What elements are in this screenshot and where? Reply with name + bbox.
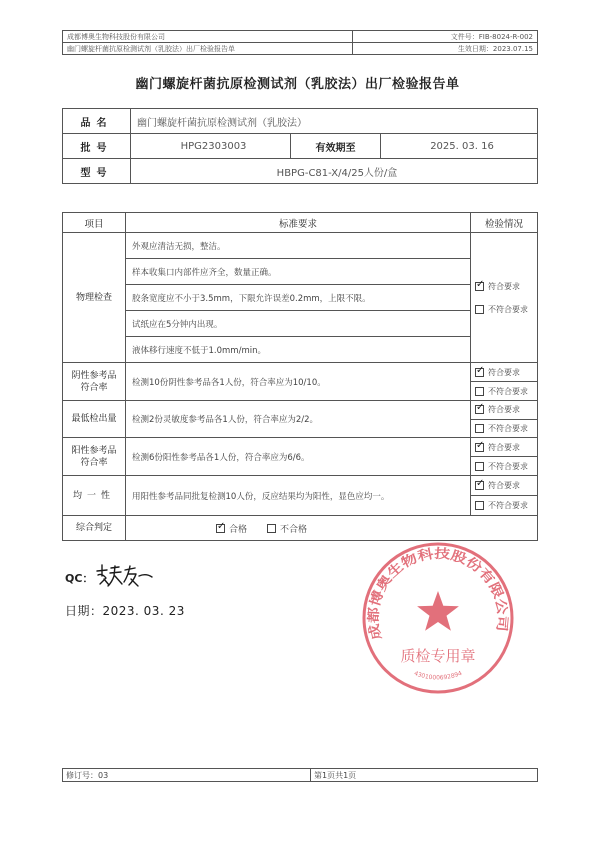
product-info-table: [62, 108, 538, 184]
standard-uniformity: 用阳性参考品同批复检测10人份，反应结果均为阳性，显色应均一。: [126, 476, 471, 516]
company-name: 成都博奥生物科技股份有限公司: [63, 31, 353, 43]
expiry-label: 有效期至: [291, 134, 381, 159]
result-options: [471, 281, 537, 315]
option-fail: [471, 495, 537, 515]
model-value: HBPG-C81-X/4/25人份/盒: [131, 159, 538, 184]
qc-label: QC：: [65, 572, 94, 585]
option-pass: [471, 363, 537, 381]
result-lod: [471, 401, 538, 438]
inspection-header-row: [63, 213, 538, 233]
option-pass-label: 符合要求: [488, 281, 520, 291]
option-fail: [475, 304, 537, 315]
checkbox-fail: [475, 424, 484, 433]
result-options: [471, 476, 537, 515]
effective-date: 生效日期：2023.07.15: [353, 43, 538, 55]
table-row: [63, 337, 538, 363]
product-name-label: 品名: [63, 109, 131, 134]
option-pass: [471, 438, 537, 456]
model-label: 型号: [63, 159, 131, 184]
checkbox-unqualified: [267, 524, 276, 533]
standard-physical-4: 试纸应在5分钟内出现。: [126, 311, 471, 337]
standard-negative: 检测10份阴性参考品各1人份，符合率应为10/10。: [126, 363, 471, 401]
inspection-table: [62, 212, 538, 541]
checkbox-pass: [475, 368, 484, 377]
option-pass-label: 符合要求: [488, 367, 520, 377]
option-pass: [471, 476, 537, 495]
checkbox-qualified: [216, 524, 225, 533]
form-name: 幽门螺旋杆菌抗原检测试剂（乳胶法）出厂检验报告单: [63, 43, 353, 55]
document-header-table: [62, 30, 538, 55]
seal-star-icon: [417, 591, 459, 631]
item-positive: 阳性参考品符合率: [63, 438, 126, 476]
report-title: 幽门螺旋杆菌抗原检测试剂（乳胶法）出厂检验报告单: [135, 77, 460, 92]
option-fail: [471, 419, 537, 438]
item-uniformity: 均一性: [63, 476, 126, 516]
batch-label: 批号: [63, 134, 131, 159]
table-row: [63, 259, 538, 285]
result-physical: [471, 233, 538, 363]
batch-value: HPG2303003: [131, 134, 291, 159]
checkbox-pass: [475, 443, 484, 452]
checkbox-fail: [475, 462, 484, 471]
option-fail-label: 不符合要求: [488, 423, 528, 433]
option-pass: [475, 281, 537, 292]
verdict-option-fail: [267, 522, 307, 535]
table-row: [63, 233, 538, 259]
standard-physical-5: 液体移行速度不低于1.0mm/min。: [126, 337, 471, 363]
document-number: 文件号：FIB-8024-R-002: [353, 31, 538, 43]
page-number: 第1页共1页: [311, 769, 538, 782]
option-fail-label: 不符合要求: [488, 501, 528, 510]
table-row: [63, 363, 538, 401]
verdict-fail-label: 不合格: [280, 524, 308, 535]
checkbox-pass: [475, 282, 484, 291]
table-row: [63, 285, 538, 311]
result-negative: [471, 363, 538, 401]
revision-number: 修订号：03: [63, 769, 311, 782]
checkbox-pass: [475, 481, 484, 490]
seal-arc-text: 成都博奥生物科技股份有限公司: [366, 546, 510, 642]
table-row: [63, 476, 538, 516]
option-fail: [471, 456, 537, 475]
inspection-date: 日期：2023. 03. 23: [65, 604, 185, 618]
item-physical: 物理检查: [63, 233, 126, 363]
table-row: [63, 401, 538, 438]
option-fail: [471, 381, 537, 400]
column-header-item: 项目: [63, 213, 126, 233]
standard-physical-3: 胶条宽度应不小于3.5mm，下限允许误差0.2mm，上限不限。: [126, 285, 471, 311]
option-fail-label: 不符合要求: [488, 304, 528, 314]
standard-positive: 检测6份阳性参考品各1人份，符合率应为6/6。: [126, 438, 471, 476]
verdict-option-pass: [216, 522, 247, 535]
result-options: [471, 401, 537, 437]
option-pass-label: 符合要求: [488, 442, 520, 452]
result-options: [471, 363, 537, 400]
option-fail-label: 不符合要求: [488, 461, 528, 471]
option-pass: [471, 401, 537, 419]
seal-center-text: 质检专用章: [400, 647, 476, 665]
checkbox-fail: [475, 305, 484, 314]
standard-lod: 检测2份灵敏度参考品各1人份，符合率应为2/2。: [126, 401, 471, 438]
expiry-value: 2025. 03. 16: [381, 134, 538, 159]
footer-table: [62, 768, 538, 782]
checkbox-fail: [475, 387, 484, 396]
checkbox-pass: [475, 405, 484, 414]
quality-seal: [353, 533, 523, 703]
verdict-pass-label: 合格: [229, 524, 248, 535]
option-pass-label: 符合要求: [488, 481, 520, 490]
item-lod: 最低检出量: [63, 401, 126, 438]
result-positive: [471, 438, 538, 476]
product-name-value: 幽门螺旋杆菌抗原检测试剂（乳胶法）: [131, 109, 538, 134]
option-pass-label: 符合要求: [488, 405, 520, 415]
seal-number: 4301000692894: [412, 669, 464, 682]
option-fail-label: 不符合要求: [488, 386, 528, 396]
result-uniformity: [471, 476, 538, 516]
table-row: [63, 438, 538, 476]
qc-signature: [94, 562, 154, 588]
standard-physical-2: 样本收集口内部件应齐全，数量正确。: [126, 259, 471, 285]
column-header-result: 检验情况: [471, 213, 538, 233]
checkbox-fail: [475, 501, 484, 510]
item-negative: 阴性参考品符合率: [63, 363, 126, 401]
verdict-label: 综合判定: [63, 516, 126, 541]
result-options: [471, 438, 537, 475]
column-header-standard: 标准要求: [126, 213, 471, 233]
table-row: [63, 311, 538, 337]
standard-physical-1: 外观应清洁无损，整洁。: [126, 233, 471, 259]
